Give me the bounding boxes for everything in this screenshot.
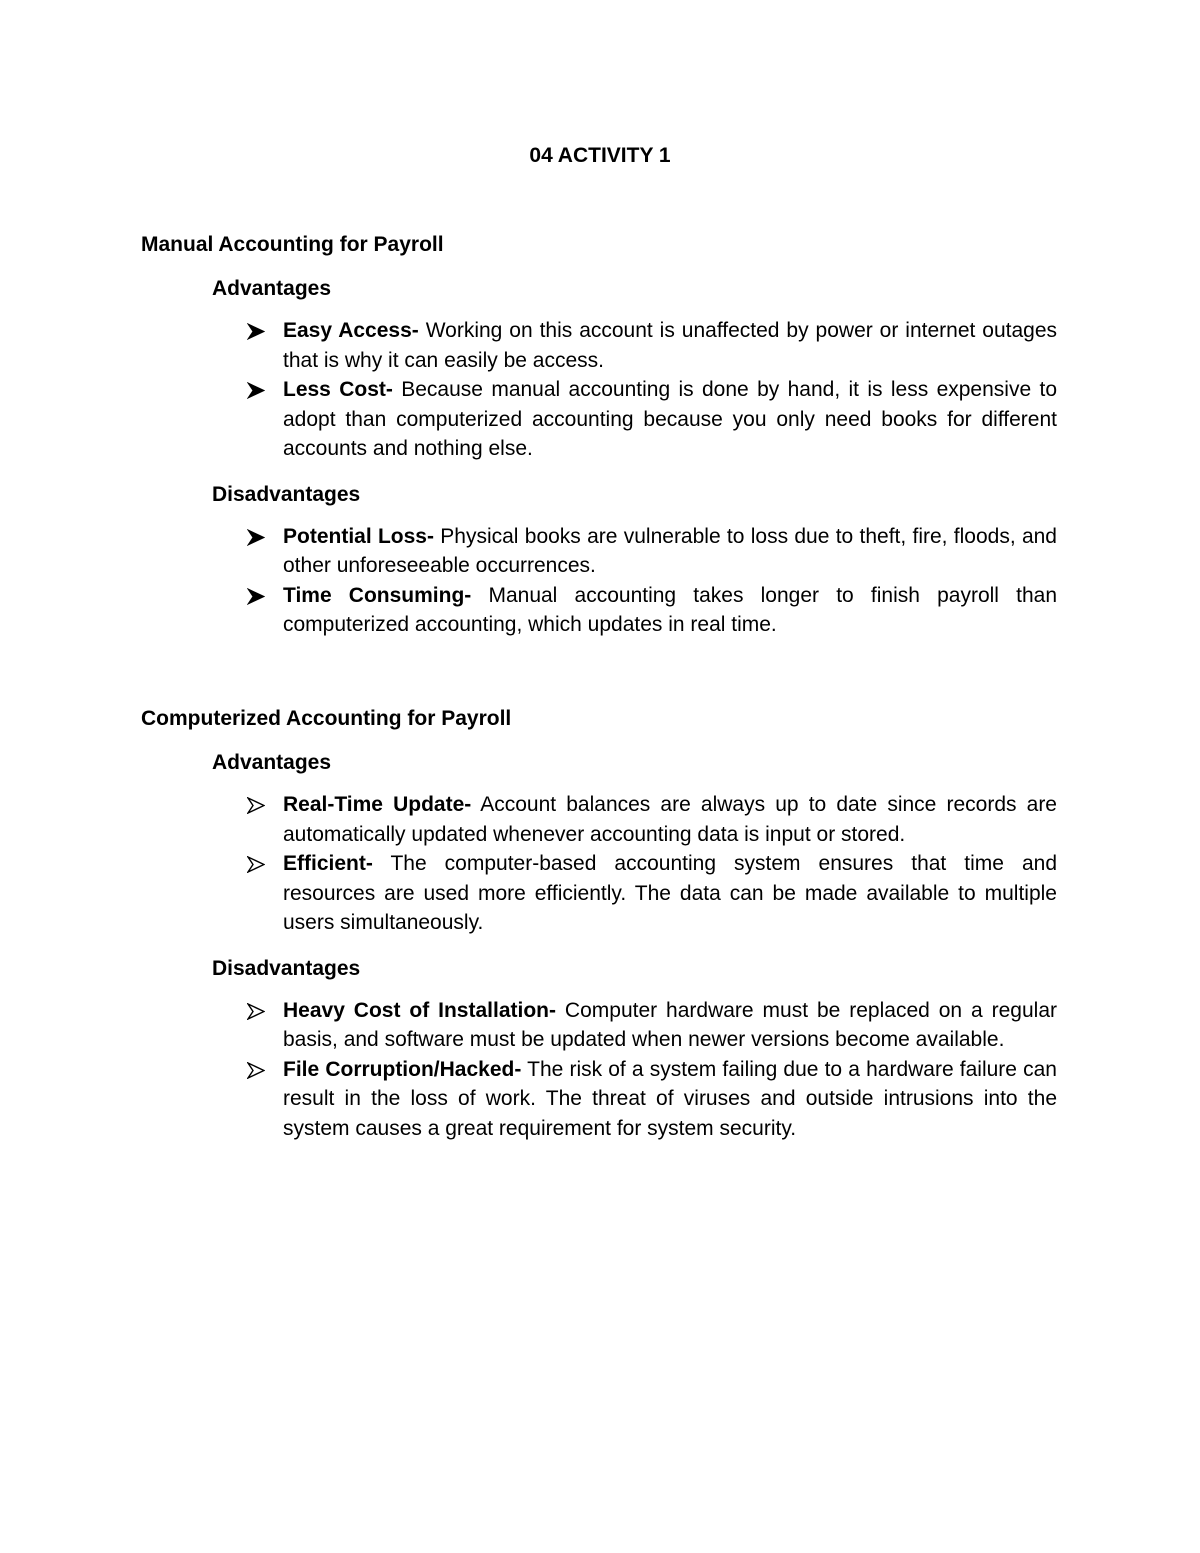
- item-text: Physical books are vulnerable to loss due to theft, fire, floods, and other unforeseeable occurrences.: [283, 524, 1057, 577]
- advantages-heading: Advantages: [212, 751, 332, 774]
- list-item: [212, 375, 1057, 464]
- list-item: [212, 316, 1057, 375]
- list-item: [212, 849, 1057, 938]
- section-heading: Computerized Accounting for Payroll: [141, 707, 512, 730]
- item-text: Computer hardware must be replaced on a regular basis, and software must be updated when newer versions become available.: [283, 998, 1057, 1051]
- list-item: [212, 581, 1057, 640]
- disadvantages-heading: Disadvantages: [212, 482, 361, 506]
- item-label: Efficient-: [283, 852, 373, 875]
- section-manual-accounting: [141, 232, 1057, 640]
- arrowhead-bullet-icon: [247, 522, 267, 552]
- item-label: Time Consuming-: [283, 583, 472, 607]
- advantages-list: [212, 316, 1057, 464]
- arrowhead-bullet-icon: [247, 996, 267, 1026]
- disadvantages-list: [212, 522, 1057, 640]
- arrowhead-bullet-icon: [247, 790, 267, 820]
- document-title: 04 ACTIVITY 1: [529, 144, 671, 167]
- item-label: Less Cost-: [283, 378, 393, 401]
- item-text: The computer-based accounting system ensures that time and resources are used more efficiently. The data can be made available to multiple users simultaneously.: [283, 852, 1057, 934]
- item-label: Easy Access-: [283, 319, 419, 342]
- item-text: Because manual accounting is done by hand, it is less expensive to adopt than computerized accounting because you only need books for different accounts and nothing else.: [283, 378, 1058, 460]
- item-label: Real-Time Update-: [283, 793, 472, 816]
- list-item: [212, 996, 1057, 1055]
- arrowhead-bullet-icon: [247, 316, 267, 346]
- list-item: [212, 1055, 1057, 1144]
- item-text: Manual accounting takes longer to finish payroll than computerized accounting, which updates in real time.: [283, 583, 1057, 636]
- list-item: [212, 522, 1057, 581]
- arrowhead-bullet-icon: [247, 581, 267, 611]
- arrowhead-bullet-icon: [247, 375, 267, 405]
- section-computerized-accounting: [141, 706, 1057, 1143]
- item-label: Heavy Cost of Installation-: [283, 998, 556, 1022]
- section-heading: Manual Accounting for Payroll: [141, 233, 444, 256]
- arrowhead-bullet-icon: [247, 849, 267, 879]
- disadvantages-heading: Disadvantages: [212, 956, 361, 980]
- item-text: Working on this account is unaffected by power or internet outages that is why it can easily be access.: [283, 319, 1058, 372]
- item-text: Account balances are always up to date since records are automatically updated whenever accounting data is input or stored.: [283, 793, 1057, 846]
- item-label: File Corruption/Hacked-: [283, 1057, 522, 1081]
- disadvantages-list: [212, 996, 1057, 1144]
- item-label: Potential Loss-: [283, 524, 434, 548]
- item-text: The risk of a system failing due to a hardware failure can result in the loss of work. The threat of viruses and outside intrusions into the system causes a great requirement for system security.: [283, 1057, 1057, 1140]
- list-item: [212, 790, 1057, 849]
- advantages-heading: Advantages: [212, 277, 332, 300]
- advantages-list: [212, 790, 1057, 938]
- arrowhead-bullet-icon: [247, 1055, 267, 1085]
